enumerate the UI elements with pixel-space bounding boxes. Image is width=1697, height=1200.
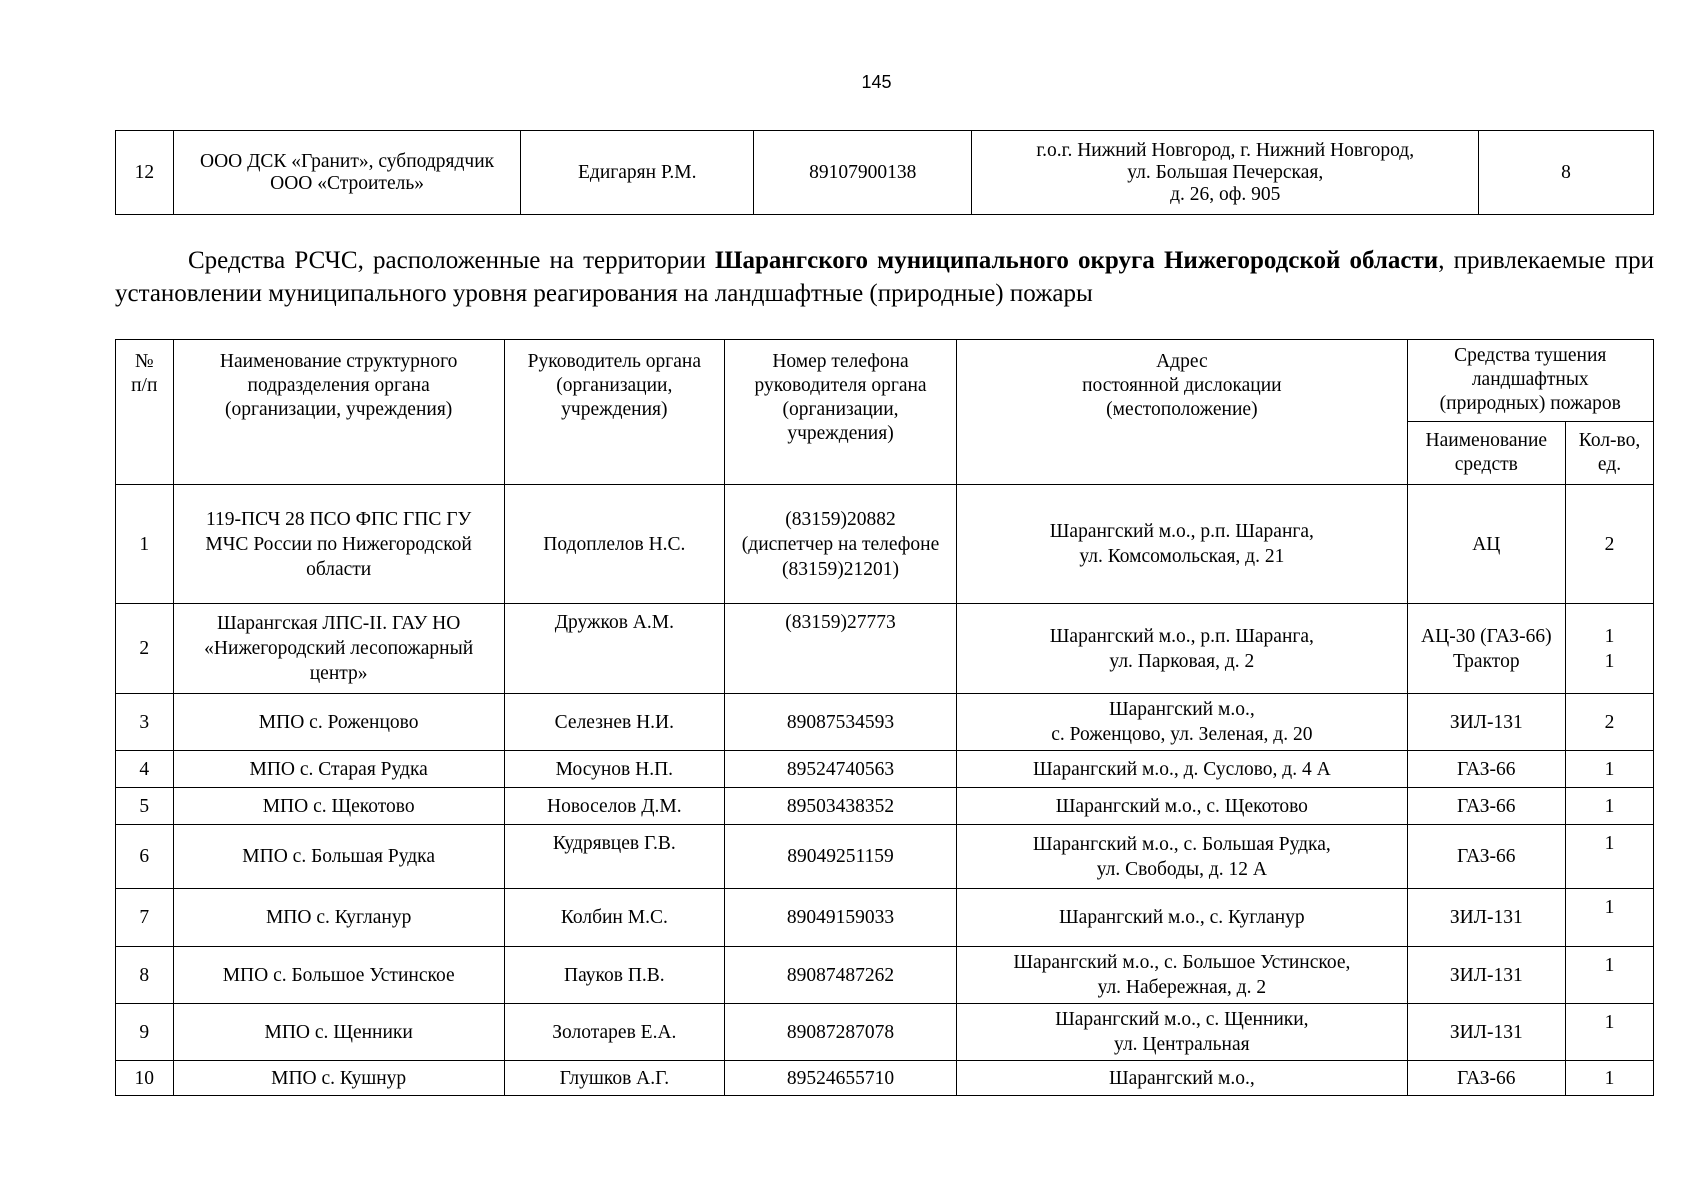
cell-line: ул. Свободы, д. 12 А [1096, 858, 1267, 880]
cell-line: Шарангская ЛПС-II. ГАУ НО [216, 613, 461, 634]
means-name [1407, 889, 1566, 947]
cell-line: (местоположение) [1106, 399, 1258, 420]
cell-line: 89524655710 [786, 1067, 895, 1089]
cell-line: МПО с. Кушнур [271, 1067, 407, 1089]
cell-line: ул. Набережная, д. 2 [1097, 977, 1267, 998]
row-number: 1 [116, 485, 174, 604]
table-row [116, 694, 1654, 751]
cell-line: (диспетчер на телефоне [741, 533, 940, 555]
cell-line: центр» [309, 663, 368, 684]
means-name [1407, 947, 1566, 1004]
head-name [504, 604, 724, 694]
cell-line: 89524740563 [786, 758, 895, 780]
cell-line: учреждения) [561, 399, 668, 420]
address [957, 788, 1407, 825]
cell-line: Шарангский м.о., [1108, 699, 1255, 720]
head-name [504, 485, 724, 604]
quantity [1566, 604, 1654, 694]
cell-line: Колбин М.С. [560, 907, 668, 928]
cell-line: постоянной дислокации [1082, 375, 1282, 396]
phone [724, 694, 956, 751]
cell-line: 119-ПСЧ 28 ПСО ФПС ГПС ГУ [206, 508, 472, 530]
header-means [1407, 340, 1653, 422]
means-name [1407, 694, 1566, 751]
cell-line: руководителя органа [754, 375, 927, 396]
org-name [173, 751, 504, 788]
quantity [1566, 1004, 1654, 1061]
means-name [1407, 1061, 1566, 1096]
cell-line: Шарангский м.о., с. Большое Устинское, [1013, 952, 1351, 973]
row-number: 5 [116, 788, 174, 825]
phone [724, 1004, 956, 1061]
cell-line: подразделения органа [247, 375, 430, 396]
org-name [173, 1061, 504, 1096]
quantity [1566, 485, 1654, 604]
head-name [504, 1004, 724, 1061]
cell-line: 89503438352 [786, 795, 895, 817]
quantity [1566, 825, 1654, 889]
table-row [116, 485, 1654, 604]
cell-line: 89087287078 [786, 1021, 895, 1043]
cell-line: МПО с. Щенники [264, 1021, 413, 1043]
cell-line: 1 [1604, 897, 1615, 918]
cell-line: ЗИЛ-131 [1449, 711, 1523, 733]
cell-line: с. Роженцово, ул. Зеленая, д. 20 [1051, 724, 1313, 745]
org-name [173, 1004, 504, 1061]
cell-line: Мосунов Н.П. [555, 758, 674, 780]
phone [724, 788, 956, 825]
cell-line: ЗИЛ-131 [1449, 907, 1523, 928]
cell-line: 89049159033 [786, 907, 895, 928]
header-phone [724, 340, 956, 485]
address [957, 751, 1407, 788]
cell-line: 89049251159 [787, 846, 894, 867]
cell-line: ул. Комсомольская, д. 21 [1079, 546, 1285, 567]
cell-line: Адрес [1156, 351, 1208, 372]
cell-line: АЦ [1472, 533, 1501, 555]
quantity [1566, 1061, 1654, 1096]
org-name: ООО ДСК «Гранит», субподрядчик ООО «Строитель» [173, 131, 521, 215]
cell-line: МПО с. Старая Рудка [249, 758, 428, 780]
address [957, 825, 1407, 889]
cell-line: (организации, [782, 399, 899, 420]
table-row [116, 1004, 1654, 1061]
quantity [1566, 694, 1654, 751]
cell-line: ул. Парковая, д. 2 [1109, 650, 1255, 672]
means-name [1407, 604, 1566, 694]
head-name: Едигарян Р.М. [521, 131, 754, 215]
cell-line: МПО с. Большая Рудка [242, 846, 436, 867]
cell-line: 1 [1604, 955, 1615, 976]
org-name [173, 788, 504, 825]
quantity: 8 [1479, 131, 1654, 215]
cell-line: 89087487262 [786, 964, 895, 986]
org-name [173, 694, 504, 751]
header-address [957, 340, 1407, 485]
org-name [173, 604, 504, 694]
cell-line: 1 [1604, 625, 1615, 647]
header-head [504, 340, 724, 485]
cell-line: 1 [1604, 1012, 1615, 1033]
resources-table [115, 339, 1654, 1096]
head-name [504, 751, 724, 788]
table-row [116, 131, 1654, 215]
row-number: 4 [116, 751, 174, 788]
continued-table [115, 130, 1654, 215]
cell-line: 1 [1604, 758, 1615, 780]
means-name [1407, 485, 1566, 604]
means-name [1407, 825, 1566, 889]
cell-line: 89087534593 [786, 711, 895, 733]
org-name [173, 485, 504, 604]
header-num [116, 340, 174, 485]
cell-line: ГАЗ-66 [1457, 846, 1516, 867]
row-number: 10 [116, 1061, 174, 1096]
cell-line: ГАЗ-66 [1457, 758, 1516, 780]
row-number: 9 [116, 1004, 174, 1061]
cell-line: Шарангский м.о., с. Щекотово [1055, 795, 1308, 817]
phone [724, 751, 956, 788]
cell-line: Глушков А.Г. [559, 1067, 670, 1089]
cell-line: Наименование структурного [219, 351, 458, 372]
cell-line: Наименование [1425, 430, 1548, 451]
head-name [504, 1061, 724, 1096]
header-means-qty [1566, 422, 1654, 485]
cell-line: МЧС России по Нижегородской [205, 533, 472, 555]
cell-line: (природных) пожаров [1439, 393, 1621, 414]
cell-line: (83159)21201) [782, 558, 900, 580]
row-number: 12 [116, 131, 174, 215]
cell-line: Подоплелов Н.С. [543, 533, 686, 555]
cell-line: (83159)20882 [785, 508, 896, 530]
address [957, 694, 1407, 751]
cell-line: 1 [1604, 833, 1615, 854]
cell-line: Пауков П.В. [564, 964, 665, 986]
table-row [116, 751, 1654, 788]
cell-line: Кол-во, [1578, 430, 1641, 451]
cell-line: 1 [1604, 650, 1615, 672]
cell-line: ул. Центральная [1114, 1034, 1250, 1055]
phone [724, 947, 956, 1004]
cell-line: Номер телефона [772, 351, 909, 372]
org-name [173, 947, 504, 1004]
head-name [504, 694, 724, 751]
cell-line: Дружков А.М. [554, 612, 674, 633]
row-number: 6 [116, 825, 174, 889]
cell-line: Новоселов Д.М. [547, 795, 682, 817]
cell-line: МПО с. Кугланур [265, 907, 412, 928]
cell-line: п/п [131, 375, 158, 396]
cell-line: 2 [1604, 711, 1615, 733]
header-means-name [1407, 422, 1566, 485]
cell-line: МПО с. Большое Устинское [222, 964, 455, 986]
address [957, 1061, 1407, 1096]
head-name [504, 889, 724, 947]
cell-line: учреждения) [787, 423, 894, 444]
phone [724, 485, 956, 604]
cell-line: МПО с. Щекотово [262, 795, 415, 817]
quantity [1566, 788, 1654, 825]
quantity [1566, 947, 1654, 1004]
cell-line: Шарангский м.о., д. Суслово, д. 4 А [1033, 758, 1331, 780]
phone [724, 604, 956, 694]
quantity [1566, 751, 1654, 788]
phone [724, 825, 956, 889]
table-row [116, 825, 1654, 889]
cell-line: 1 [1604, 1067, 1615, 1089]
table-row [116, 889, 1654, 947]
page-number: 145 [861, 72, 892, 92]
cell-line: АЦ-30 (ГАЗ-66) [1421, 625, 1552, 647]
cell-line: Шарангский м.о., с. Большая Рудка, [1032, 833, 1331, 855]
cell-line: Золотарев Е.А. [552, 1021, 677, 1043]
address [957, 889, 1407, 947]
row-number: 2 [116, 604, 174, 694]
cell-line: Селезнев Н.И. [554, 711, 674, 733]
table-row [116, 1061, 1654, 1096]
cell-line: ЗИЛ-131 [1449, 964, 1523, 986]
cell-line: «Нижегородский лесопожарный [204, 638, 474, 659]
address [957, 947, 1407, 1004]
head-name [504, 788, 724, 825]
means-name [1407, 751, 1566, 788]
table-row [116, 947, 1654, 1004]
cell-line: № [134, 351, 154, 372]
cell-line: средств [1454, 454, 1518, 475]
address [957, 604, 1407, 694]
phone: 89107900138 [754, 131, 972, 215]
cell-line: Шарангский м.о., р.п. Шаранга, [1049, 625, 1314, 647]
cell-line: области [306, 558, 372, 580]
cell-line: 2 [1604, 533, 1615, 555]
address [957, 1004, 1407, 1061]
address [957, 485, 1407, 604]
cell-line: Шарангский м.о., р.п. Шаранга, [1049, 521, 1314, 542]
cell-line: МПО с. Роженцово [258, 711, 419, 733]
cell-line: ед. [1597, 454, 1622, 475]
quantity [1566, 889, 1654, 947]
org-name [173, 825, 504, 889]
cell-line: 1 [1604, 795, 1615, 817]
head-name [504, 825, 724, 889]
cell-line: (организации, учреждения) [225, 399, 453, 420]
cell-line: Шарангский м.о., с. Кугланур [1059, 907, 1305, 928]
cell-line: Кудрявцев Г.В. [552, 833, 676, 854]
head-name [504, 947, 724, 1004]
header-name [173, 340, 504, 485]
cell-line: ГАЗ-66 [1457, 795, 1516, 817]
org-name [173, 889, 504, 947]
cell-line: (организации, [556, 375, 673, 396]
cell-line: Руководитель органа [527, 351, 702, 372]
cell-line: ЗИЛ-131 [1449, 1021, 1523, 1043]
cell-line: Шарангский м.о., [1108, 1067, 1255, 1089]
address: г.о.г. Нижний Новгород, г. Нижний Новгород, ул. Большая Печерская, д. 26, оф. 905 [972, 131, 1479, 215]
phone [724, 1061, 956, 1096]
cell-line: Шарангский м.о., с. Щенники, [1055, 1009, 1309, 1030]
row-number: 8 [116, 947, 174, 1004]
cell-line: Средства тушения [1454, 345, 1607, 366]
table-row [116, 604, 1654, 694]
row-number: 3 [116, 694, 174, 751]
phone [724, 889, 956, 947]
cell-line: ландшафтных [1471, 369, 1589, 390]
cell-line: ГАЗ-66 [1457, 1067, 1516, 1089]
row-number: 7 [116, 889, 174, 947]
means-name [1407, 788, 1566, 825]
means-name [1407, 1004, 1566, 1061]
table-row [116, 788, 1654, 825]
section-heading: Средства РСЧС, расположенные на территории Шарангского муниципального округа Нижегородской области, привлекаемые при установлении муниципального уровня реагирования на ландшафтные (природные) пожары [115, 247, 1655, 307]
cell-line: (83159)27773 [785, 612, 896, 633]
cell-line: Трактор [1453, 650, 1520, 672]
